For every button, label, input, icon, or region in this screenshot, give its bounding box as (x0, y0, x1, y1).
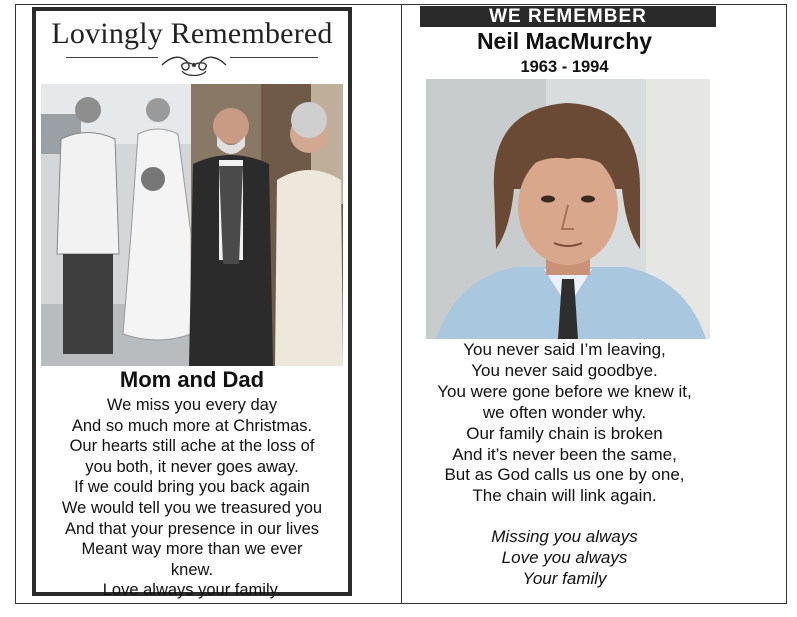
verse-line: Our hearts still ache at the loss of (69, 437, 315, 456)
verse-line: You never said I’m leaving, (463, 340, 666, 359)
verse-line: You never said goodbye. (471, 360, 658, 380)
verse-line: We miss you every day (106, 396, 278, 414)
sign-off-line: Love you always (501, 548, 628, 567)
left-memorial-notice (32, 7, 352, 600)
remember-banner: WE REMEMBER (420, 6, 716, 27)
couple-photo (41, 84, 343, 366)
verse-line: And it’s never been the same, (452, 444, 677, 464)
verse-line: But as God calls us one by one, (444, 465, 685, 485)
verse-line: The chain will link again. (472, 486, 657, 506)
deceased-names: Mom and Dad (119, 367, 265, 392)
deceased-name: Neil MacMurchy (476, 28, 653, 54)
portrait-photo (426, 79, 710, 339)
column-divider (401, 4, 402, 604)
memorial-verse (36, 395, 348, 601)
sign-off (402, 526, 727, 589)
verse-line: knew. (170, 560, 214, 579)
verse-line: You were gone before we knew it, (437, 381, 692, 401)
memorial-verse (402, 340, 727, 507)
verse-line: We would tell you we treasured you (61, 498, 323, 517)
verse-line: And so much more at Christmas. (71, 416, 313, 435)
verse-line: If we could bring you back again (74, 478, 310, 497)
notice-title: Lovingly Remembered (51, 17, 333, 50)
verse-line: you both, it never goes away. (85, 457, 299, 476)
sign-off-line: Your family (522, 569, 607, 588)
sign-off-line: Missing you always (491, 527, 638, 546)
verse-line: Our family chain is broken (466, 423, 663, 443)
verse-line: And that your presence in our lives (64, 519, 320, 538)
scroll-ornament-icon (158, 51, 230, 79)
verse-line: we often wonder why. (482, 402, 647, 422)
life-years: 1963 - 1994 (520, 58, 609, 76)
verse-line: Meant way more than we ever (81, 540, 303, 559)
verse-line: Love always your family. (102, 581, 282, 600)
